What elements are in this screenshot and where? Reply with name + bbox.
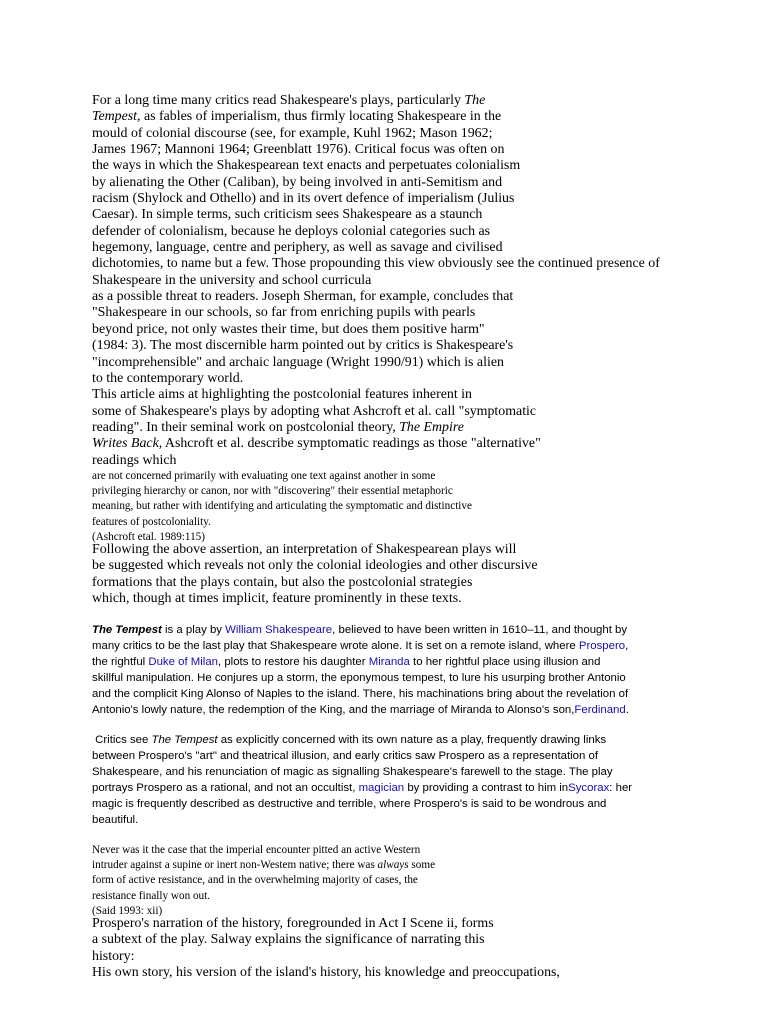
text-line: The Tempest is a play by William Shakespeare, believed to have been written in 1610–11, and thought by [92,624,628,636]
wiki-paragraph-1 [92,623,629,718]
text-line: be suggested which reveals not only the colonial ideologies and other discursive [92,558,538,574]
text-line: Critics see The Tempest as explicitly concerned with its own nature as a play, frequently drawing links [92,734,607,746]
text-line: the ways in which the Shakespearean text enacts and perpetuates colonialism [92,158,521,174]
text-line: as a possible threat to readers. Joseph Sherman, for example, concludes that [92,289,514,305]
text-line: the rightful Duke of Milan, plots to restore his daughter Miranda to her rightful place using illusion and [92,655,601,668]
text-line: beautiful. [92,813,139,826]
text-line: magic is frequently described as destructive and terrible, where Prospero's is said to be wondrous and [92,797,607,810]
text-line: hegemony, language, centre and periphery, as well as savage and civilised [92,240,503,256]
text-line: His own story, his version of the island's history, his knowledge and preoccupations, [92,965,560,981]
text-line: James 1967; Mannoni 1964; Greenblatt 1976). Critical focus was often on [92,142,505,158]
closing-paragraph [92,916,560,981]
wiki-paragraph-2 [92,733,632,828]
text-line: beyond price, not only wastes their time, but does them positive harm" [92,321,485,337]
text-line: readings which [92,452,177,468]
quote-line: resistance finally won out. [92,889,211,902]
link-miranda[interactable]: Miranda [368,655,410,668]
text-line: which, though at times implicit, feature prominently in these texts. [92,591,462,607]
text-line: Shakespeare in the university and school curricula [92,272,372,288]
text-line: between Prospero's "art" and theatrical illusion, and early critics saw Prospero as a representation of [92,749,599,762]
quote-line: Never was it the case that the imperial encounter pitted an active Western [92,844,421,856]
quote-line: form of active resistance, and in the overwhelming majority of cases, the [92,874,418,887]
link-prospero[interactable]: Prospero [578,639,626,652]
text-line: Shakespeare, and his renunciation of magic as signalling Shakespeare's farewell to the stage. The play [92,765,613,778]
block-quote-said [92,843,435,919]
text-line: defender of colonialism, because he deploys colonial categories such as [92,223,491,239]
text-line: "incomprehensible" and archaic language (Wright 1990/91) which is alien [92,354,504,370]
text-line: mould of colonial discourse (see, for example, Kuhl 1962; Mason 1962; [92,125,493,141]
text-line: and the complicit King Alonso of Naples to the island. There, his machinations bring about the revelation of [92,687,629,700]
quote-line: privileging hierarchy or canon, nor with "discovering" their essential metaphoric [92,485,453,498]
quote-citation: (Said 1993: xii) [92,904,163,917]
text-line: reading". In their seminal work on postcolonial theory, The Empire [92,419,464,435]
link-sycorax[interactable]: Sycorax [568,781,610,794]
text-line: Following the above assertion, an interpretation of Shakespearean plays will [92,542,517,557]
text-line: a subtext of the play. Salway explains the significance of narrating this [92,932,485,948]
text-line: by alienating the Other (Caliban), by being involved in anti-Semitism and [92,174,503,190]
text-line: dichotomies, to name but a few. Those propounding this view obviously see the continued presence of [92,256,660,272]
quote-citation: (Ashcroft etal. 1989:115) [92,530,205,543]
text-line: For a long time many critics read Shakespeare's plays, particularly The [92,93,486,108]
block-quote-ashcroft [92,469,472,545]
quote-line: intruder against a supine or inert non-Westem native; there was always some [92,859,436,872]
text-line: "Shakespeare in our schools, so far from enriching pupils with pearls [92,305,476,321]
text-line: (1984: 3). The most discernible harm pointed out by critics is Shakespeare's [92,338,514,354]
text-line: portrays Prospero as a rational, and not an occultist, magician by providing a contrast to him inSycorax: her [92,781,633,794]
text-line: Writes Back, Ashcroft et al. describe symptomatic readings as those "alternative" [92,436,541,452]
link-duke-of-milan[interactable]: Duke of Milan [148,655,218,668]
quote-line: meaning, but rather with identifying and articulating the symptomatic and distinctive [92,500,472,513]
text-line: racism (Shylock and Othello) and in its overt defence of imperialism (Julius [92,191,515,207]
text-line: skillful manipulation. He conjures up a storm, the eponymous tempest, to lure his usurping brother Antonio [92,671,626,684]
text-line: to the contemporary world. [92,370,244,386]
text-line: some of Shakespeare's plays by adopting what Ashcroft et al. call "symptomatic [92,403,537,419]
text-line: Prospero's narration of the history, foregrounded in Act I Scene ii, forms [92,916,494,931]
text-line: Antonio's lowly nature, the redemption of the King, and the marriage of Miranda to Alonso's son,Ferdinand. [92,703,629,716]
text-line: This article aims at highlighting the postcolonial features inherent in [92,387,472,403]
quote-line: are not concerned primarily with evaluating one text against another in some [92,470,436,482]
article-paragraph-2 [92,542,538,607]
article-intro [92,93,660,469]
text-line: many critics to be the last play that Shakespeare wrote alone. It is set on a remote island, where Prospero, [92,639,629,652]
text-line: Caesar). In simple terms, such criticism sees Shakespeare as a staunch [92,207,483,223]
text-line: history: [92,948,135,964]
link-william-shakespeare[interactable]: William Shakespeare [225,624,333,636]
link-ferdinand[interactable]: Ferdinand [574,703,626,716]
quote-line: features of postcoloniality. [92,515,211,528]
text-line: formations that the plays contain, but also the postcolonial strategies [92,574,473,590]
text-line: Tempest, as fables of imperialism, thus firmly locating Shakespeare in the [92,109,502,125]
link-magician[interactable]: magician [358,781,405,794]
